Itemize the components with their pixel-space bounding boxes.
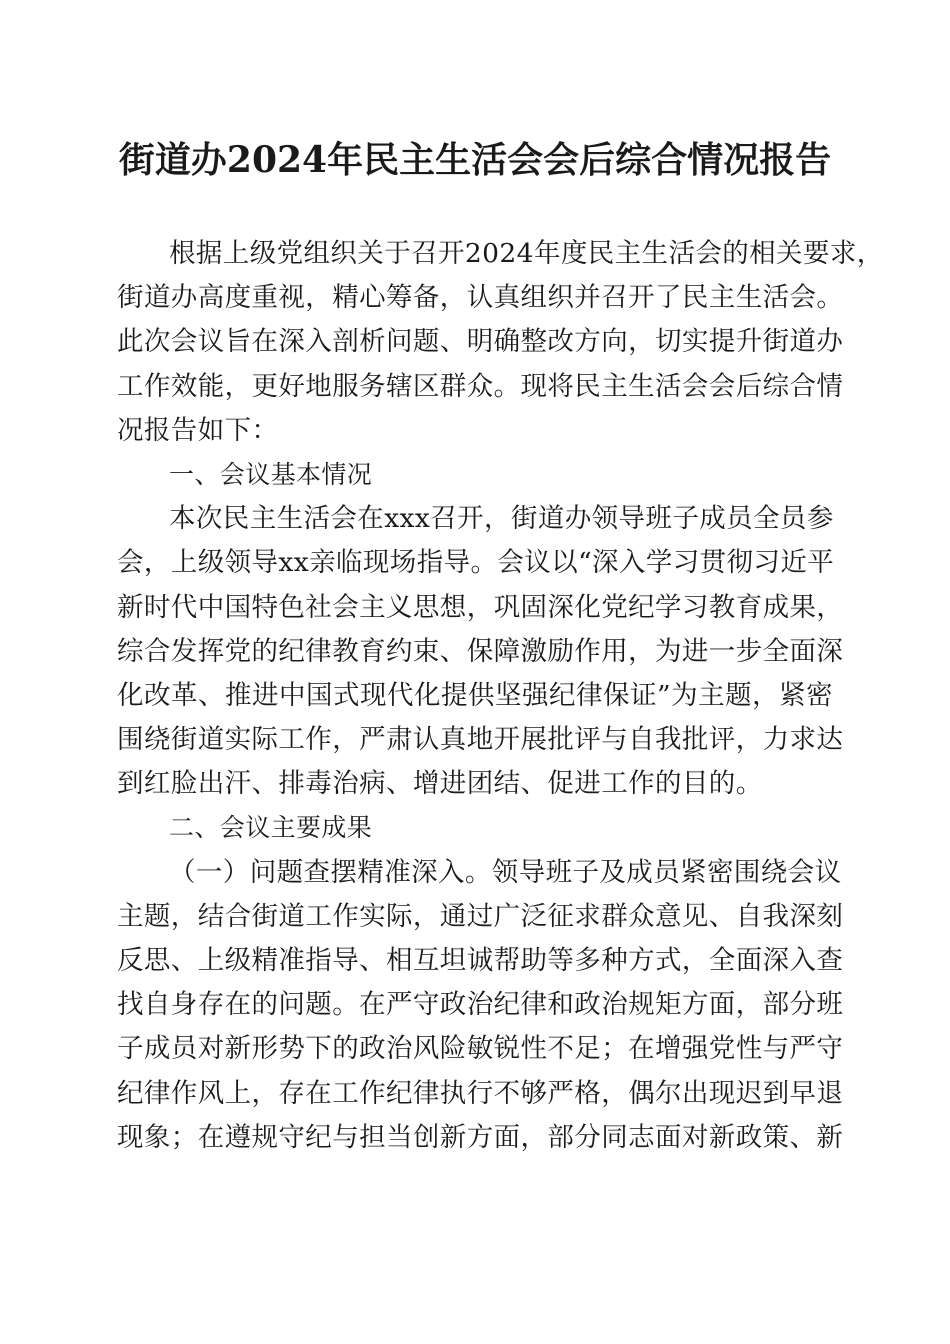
paragraph-line: 此次会议旨在深入剖析问题、明确整改方向，切实提升街道办	[117, 326, 844, 358]
paragraph-line: 根据上级党组织关于召开2024年度民主生活会的相关要求，	[169, 238, 884, 269]
document-title: 街道办2024年民主生活会会后综合情况报告	[118, 139, 832, 181]
paragraph-line: 化改革、推进中国式现代化提供坚强纪律保证”为主题，紧密	[117, 679, 833, 711]
section-heading: 一、会议基本情况	[169, 459, 373, 489]
paragraph-line: 主题，结合街道工作实际，通过广泛征求群众意见、自我深刻	[117, 900, 844, 932]
paragraph-line: 综合发挥党的纪律教育约束、保障激励作用，为进一步全面深	[117, 635, 844, 667]
paragraph-line: 反思、上级精准指导、相互坦诚帮助等多种方式，全面深入查	[117, 945, 844, 976]
paragraph-line: 工作效能，更好地服务辖区群众。现将民主生活会会后综合情	[117, 370, 844, 402]
document-body	[117, 232, 884, 1160]
paragraph-line: （一）问题查摆精准深入。领导班子及成员紧密围绕会议	[169, 856, 842, 888]
paragraph-line: 到红脸出汗、排毒治病、增进团结、促进工作的目的。	[117, 768, 763, 800]
paragraph-line: 子成员对新形势下的政治风险敏锐性不足；在增强党性与严守	[117, 1033, 844, 1065]
paragraph-line: 找自身存在的问题。在严守政治纪律和政治规矩方面，部分班	[117, 989, 844, 1021]
paragraph-line: 街道办高度重视，精心筹备，认真组织并召开了民主生活会。	[117, 282, 844, 314]
paragraph-line: 现象；在遵规守纪与担当创新方面，部分同志面对新政策、新	[117, 1121, 844, 1153]
section-heading: 二、会议主要成果	[169, 813, 373, 843]
paragraph-line: 纪律作风上，存在工作纪律执行不够严格，偶尔出现迟到早退	[117, 1077, 844, 1109]
paragraph-line: 会，上级领导xx亲临现场指导。会议以“深入学习贯彻习近平	[117, 547, 835, 579]
paragraph-line: 况报告如下：	[117, 414, 279, 446]
paragraph-line: 新时代中国特色社会主义思想，巩固深化党纪学习教育成果，	[117, 591, 844, 623]
paragraph-line: 本次民主生活会在xxx召开，街道办领导班子成员全员参	[169, 503, 834, 535]
paragraph-line: 围绕街道实际工作，严肃认真地开展批评与自我批评，力求达	[117, 724, 844, 756]
